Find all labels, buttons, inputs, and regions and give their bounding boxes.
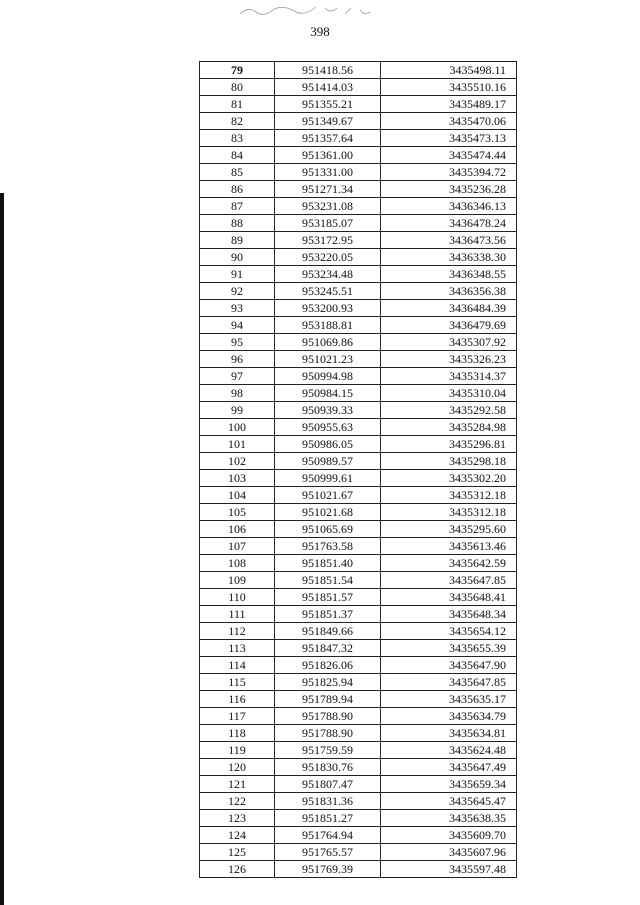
table-row: [200, 810, 517, 827]
table-row: [200, 436, 517, 453]
y-coordinate-cell: 3435624.48: [381, 742, 517, 759]
point-number-cell: 119: [200, 742, 275, 759]
table-row: [200, 725, 517, 742]
point-number-cell: 90: [200, 249, 275, 266]
x-coordinate-cell: 950986.05: [275, 436, 381, 453]
y-coordinate-cell: 3435236.28: [381, 181, 517, 198]
y-coordinate-cell: 3436356.38: [381, 283, 517, 300]
x-coordinate-cell: 951851.40: [275, 555, 381, 572]
table-row: [200, 215, 517, 232]
point-number-cell: 118: [200, 725, 275, 742]
y-coordinate-cell: 3435314.37: [381, 368, 517, 385]
y-coordinate-cell: 3436478.24: [381, 215, 517, 232]
x-coordinate-cell: 951021.67: [275, 487, 381, 504]
point-number-cell: 107: [200, 538, 275, 555]
x-coordinate-cell: 951414.03: [275, 79, 381, 96]
y-coordinate-cell: 3435609.70: [381, 827, 517, 844]
x-coordinate-cell: 951759.59: [275, 742, 381, 759]
point-number-cell: 121: [200, 776, 275, 793]
point-number-cell: 112: [200, 623, 275, 640]
table-row: [200, 521, 517, 538]
table-row: [200, 453, 517, 470]
point-number-cell: 98: [200, 385, 275, 402]
y-coordinate-cell: 3435394.72: [381, 164, 517, 181]
point-number-cell: 113: [200, 640, 275, 657]
y-coordinate-cell: 3435659.34: [381, 776, 517, 793]
table-row: [200, 79, 517, 96]
y-coordinate-cell: 3435498.11: [381, 62, 517, 79]
point-number-cell: 117: [200, 708, 275, 725]
table-row: [200, 130, 517, 147]
table-row: [200, 776, 517, 793]
x-coordinate-cell: 951361.00: [275, 147, 381, 164]
scan-edge-mark: [0, 193, 4, 905]
y-coordinate-cell: 3436338.30: [381, 249, 517, 266]
x-coordinate-cell: 951849.66: [275, 623, 381, 640]
table-row: [200, 300, 517, 317]
table-row: [200, 113, 517, 130]
x-coordinate-cell: 953185.07: [275, 215, 381, 232]
table-row: [200, 589, 517, 606]
y-coordinate-cell: 3436473.56: [381, 232, 517, 249]
y-coordinate-cell: 3435647.49: [381, 759, 517, 776]
table-row: [200, 96, 517, 113]
point-number-cell: 99: [200, 402, 275, 419]
point-number-cell: 89: [200, 232, 275, 249]
y-coordinate-cell: 3435638.35: [381, 810, 517, 827]
x-coordinate-cell: 950994.98: [275, 368, 381, 385]
y-coordinate-cell: 3435296.81: [381, 436, 517, 453]
point-number-cell: 126: [200, 861, 275, 878]
y-coordinate-cell: 3435312.18: [381, 504, 517, 521]
point-number-cell: 79: [200, 62, 275, 79]
y-coordinate-cell: 3435654.12: [381, 623, 517, 640]
point-number-cell: 80: [200, 79, 275, 96]
x-coordinate-cell: 951831.36: [275, 793, 381, 810]
y-coordinate-cell: 3435298.18: [381, 453, 517, 470]
point-number-cell: 92: [200, 283, 275, 300]
point-number-cell: 115: [200, 674, 275, 691]
y-coordinate-cell: 3435312.18: [381, 487, 517, 504]
y-coordinate-cell: 3435635.17: [381, 691, 517, 708]
point-number-cell: 116: [200, 691, 275, 708]
point-number-cell: 85: [200, 164, 275, 181]
point-number-cell: 103: [200, 470, 275, 487]
table-row: [200, 623, 517, 640]
point-number-cell: 96: [200, 351, 275, 368]
table-row: [200, 470, 517, 487]
point-number-cell: 81: [200, 96, 275, 113]
x-coordinate-cell: 951357.64: [275, 130, 381, 147]
x-coordinate-cell: 953234.48: [275, 266, 381, 283]
x-coordinate-cell: 953188.81: [275, 317, 381, 334]
y-coordinate-cell: 3435642.59: [381, 555, 517, 572]
point-number-cell: 106: [200, 521, 275, 538]
point-number-cell: 109: [200, 572, 275, 589]
table-row: [200, 504, 517, 521]
table-row: [200, 538, 517, 555]
x-coordinate-cell: 951764.94: [275, 827, 381, 844]
table-row: [200, 402, 517, 419]
point-number-cell: 91: [200, 266, 275, 283]
point-number-cell: 105: [200, 504, 275, 521]
table-row: [200, 572, 517, 589]
x-coordinate-cell: 951331.00: [275, 164, 381, 181]
table-row: [200, 266, 517, 283]
y-coordinate-cell: 3435647.85: [381, 674, 517, 691]
y-coordinate-cell: 3436484.39: [381, 300, 517, 317]
y-coordinate-cell: 3435295.60: [381, 521, 517, 538]
point-number-cell: 84: [200, 147, 275, 164]
point-number-cell: 83: [200, 130, 275, 147]
x-coordinate-cell: 950999.61: [275, 470, 381, 487]
point-number-cell: 108: [200, 555, 275, 572]
y-coordinate-cell: 3435647.85: [381, 572, 517, 589]
point-number-cell: 101: [200, 436, 275, 453]
table-row: [200, 368, 517, 385]
page-number: 398: [310, 24, 330, 39]
x-coordinate-cell: 951021.68: [275, 504, 381, 521]
point-number-cell: 87: [200, 198, 275, 215]
table-row: [200, 708, 517, 725]
point-number-cell: 95: [200, 334, 275, 351]
y-coordinate-cell: 3435648.34: [381, 606, 517, 623]
x-coordinate-cell: 951825.94: [275, 674, 381, 691]
coordinates-table-body: [200, 62, 517, 878]
table-row: [200, 793, 517, 810]
x-coordinate-cell: 951789.94: [275, 691, 381, 708]
y-coordinate-cell: 3435470.06: [381, 113, 517, 130]
x-coordinate-cell: 950984.15: [275, 385, 381, 402]
x-coordinate-cell: 951788.90: [275, 708, 381, 725]
x-coordinate-cell: 951826.06: [275, 657, 381, 674]
x-coordinate-cell: 953231.08: [275, 198, 381, 215]
y-coordinate-cell: 3436348.55: [381, 266, 517, 283]
table-row: [200, 606, 517, 623]
table-row: [200, 385, 517, 402]
table-row: [200, 844, 517, 861]
x-coordinate-cell: 950955.63: [275, 419, 381, 436]
table-row: [200, 317, 517, 334]
point-number-cell: 93: [200, 300, 275, 317]
x-coordinate-cell: 951763.58: [275, 538, 381, 555]
table-row: [200, 487, 517, 504]
table-row: [200, 181, 517, 198]
x-coordinate-cell: 951807.47: [275, 776, 381, 793]
y-coordinate-cell: 3435613.46: [381, 538, 517, 555]
y-coordinate-cell: 3436346.13: [381, 198, 517, 215]
table-row: [200, 827, 517, 844]
table-row: [200, 147, 517, 164]
point-number-cell: 100: [200, 419, 275, 436]
x-coordinate-cell: 953172.95: [275, 232, 381, 249]
y-coordinate-cell: 3435634.79: [381, 708, 517, 725]
point-number-cell: 82: [200, 113, 275, 130]
point-number-cell: 104: [200, 487, 275, 504]
y-coordinate-cell: 3436479.69: [381, 317, 517, 334]
point-number-cell: 114: [200, 657, 275, 674]
point-number-cell: 125: [200, 844, 275, 861]
x-coordinate-cell: 951851.57: [275, 589, 381, 606]
point-number-cell: 123: [200, 810, 275, 827]
point-number-cell: 88: [200, 215, 275, 232]
x-coordinate-cell: 953200.93: [275, 300, 381, 317]
table-row: [200, 232, 517, 249]
point-number-cell: 94: [200, 317, 275, 334]
point-number-cell: 86: [200, 181, 275, 198]
table-row: [200, 419, 517, 436]
y-coordinate-cell: 3435310.04: [381, 385, 517, 402]
y-coordinate-cell: 3435597.48: [381, 861, 517, 878]
x-coordinate-cell: 951847.32: [275, 640, 381, 657]
point-number-cell: 120: [200, 759, 275, 776]
table-row: [200, 351, 517, 368]
table-row: [200, 198, 517, 215]
table-row: [200, 334, 517, 351]
x-coordinate-cell: 950989.57: [275, 453, 381, 470]
y-coordinate-cell: 3435655.39: [381, 640, 517, 657]
y-coordinate-cell: 3435307.92: [381, 334, 517, 351]
x-coordinate-cell: 951349.67: [275, 113, 381, 130]
table-row: [200, 742, 517, 759]
x-coordinate-cell: 951355.21: [275, 96, 381, 113]
x-coordinate-cell: 951851.54: [275, 572, 381, 589]
table-row: [200, 861, 517, 878]
y-coordinate-cell: 3435292.58: [381, 402, 517, 419]
handwritten-scribble: [235, 0, 385, 22]
x-coordinate-cell: 953245.51: [275, 283, 381, 300]
table-row: [200, 164, 517, 181]
y-coordinate-cell: 3435284.98: [381, 419, 517, 436]
table-row: [200, 249, 517, 266]
x-coordinate-cell: 953220.05: [275, 249, 381, 266]
y-coordinate-cell: 3435510.16: [381, 79, 517, 96]
x-coordinate-cell: 951271.34: [275, 181, 381, 198]
point-number-cell: 110: [200, 589, 275, 606]
point-number-cell: 111: [200, 606, 275, 623]
x-coordinate-cell: 951765.57: [275, 844, 381, 861]
point-number-cell: 97: [200, 368, 275, 385]
x-coordinate-cell: 951851.27: [275, 810, 381, 827]
table-row: [200, 555, 517, 572]
y-coordinate-cell: 3435474.44: [381, 147, 517, 164]
point-number-cell: 102: [200, 453, 275, 470]
x-coordinate-cell: 951065.69: [275, 521, 381, 538]
table-row: [200, 691, 517, 708]
y-coordinate-cell: 3435302.20: [381, 470, 517, 487]
x-coordinate-cell: 951021.23: [275, 351, 381, 368]
x-coordinate-cell: 951418.56: [275, 62, 381, 79]
table-row: [200, 640, 517, 657]
x-coordinate-cell: 950939.33: [275, 402, 381, 419]
y-coordinate-cell: 3435634.81: [381, 725, 517, 742]
coordinates-table: [199, 61, 517, 878]
table-row: [200, 674, 517, 691]
table-row: [200, 62, 517, 79]
x-coordinate-cell: 951788.90: [275, 725, 381, 742]
table-row: [200, 283, 517, 300]
y-coordinate-cell: 3435607.96: [381, 844, 517, 861]
table-row: [200, 657, 517, 674]
y-coordinate-cell: 3435645.47: [381, 793, 517, 810]
y-coordinate-cell: 3435489.17: [381, 96, 517, 113]
point-number-cell: 122: [200, 793, 275, 810]
point-number-cell: 124: [200, 827, 275, 844]
y-coordinate-cell: 3435473.13: [381, 130, 517, 147]
table-row: [200, 759, 517, 776]
y-coordinate-cell: 3435648.41: [381, 589, 517, 606]
x-coordinate-cell: 951851.37: [275, 606, 381, 623]
y-coordinate-cell: 3435326.23: [381, 351, 517, 368]
y-coordinate-cell: 3435647.90: [381, 657, 517, 674]
x-coordinate-cell: 951830.76: [275, 759, 381, 776]
x-coordinate-cell: 951769.39: [275, 861, 381, 878]
x-coordinate-cell: 951069.86: [275, 334, 381, 351]
